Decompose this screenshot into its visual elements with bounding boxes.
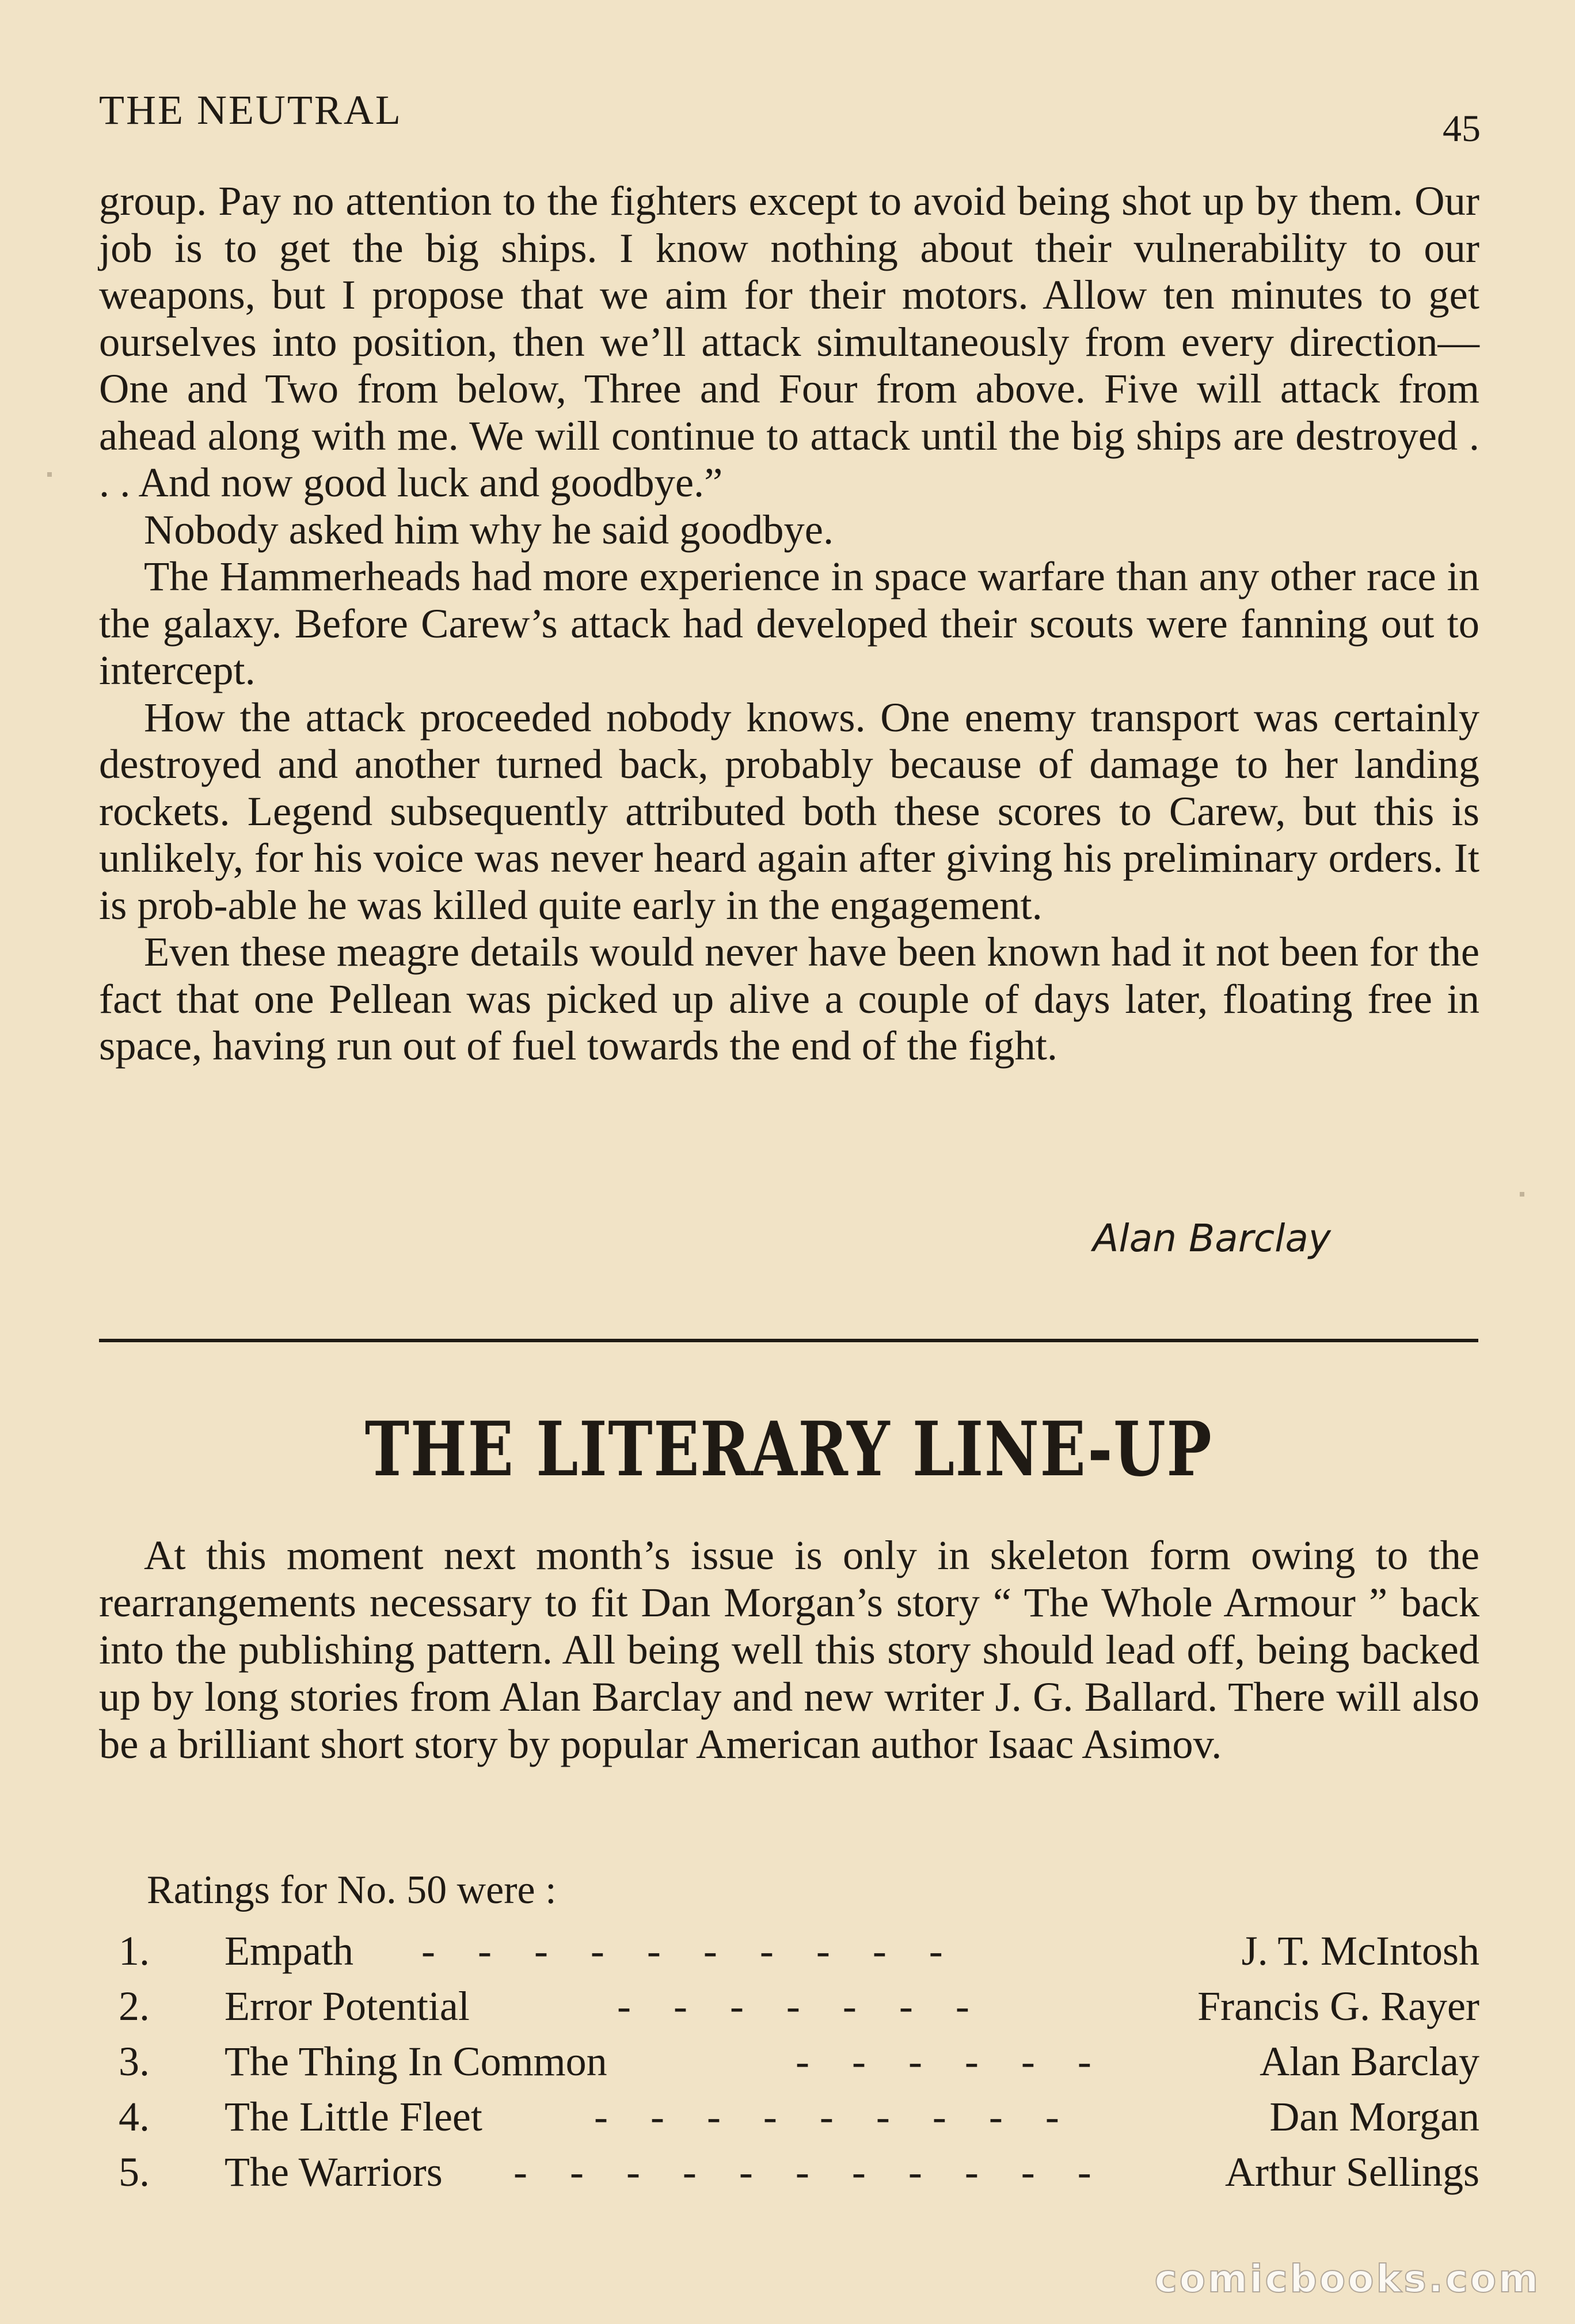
rating-row [99,2144,1481,2200]
rating-title: Empath [225,1928,353,1974]
lineup-text [99,1532,1479,1768]
rating-title: Error Potential [225,1983,470,2029]
rating-author: Alan Barclay [1260,2038,1479,2084]
rating-row [99,2089,1481,2144]
print-speck [47,472,52,477]
running-title: THE NEUTRAL [99,87,402,133]
rating-row [99,1979,1481,2034]
section-title: THE LITERARY LINE-UP [364,1405,1213,1493]
section-divider [99,1339,1478,1342]
story-paragraph: Even these meagre details would never have been known had it not been for the fact that one Pellean was picked up alive a couple of days later, floating free in space, having run out of fuel towards the end of the fight. [99,928,1479,1069]
dot-leader: - - - - - - - - - - [421,1928,959,1974]
rating-author: Arthur Sellings [1225,2149,1479,2195]
rating-title: The Thing In Common [225,2038,607,2084]
rating-author: Dan Morgan [1269,2094,1479,2140]
story-body [99,177,1479,1069]
story-paragraph: How the attack proceeded nobody knows. One enemy transport was certainly destroyed and another turned back, probably because of damage to her landing rockets. Legend subsequently attributed both these scores to Carew, but this is unlikely, for his voice was never heard again after giving his preliminary orders. It is prob-able he was killed quite early in the engagement. [99,693,1479,928]
story-paragraph: group. Pay no attention to the fighters except to avoid being shot up by them. Our job is to get the big ships. I know nothing about their vulnerability to our weapons, but I propose that we aim for their motors. Allow ten minutes to get ourselves into position, then we’ll attack simultaneously from every direction—One and Two from below, Three and Four from above. Five will attack from ahead along with me. We will continue to attack until the big ships are destroyed . . . And now good luck and goodbye.” [99,177,1479,506]
ratings-intro: Ratings for No. 50 were : [147,1868,557,1912]
lineup-paragraph: At this moment next month’s issue is only in skeleton form owing to the rearrangements necessary to fit Dan Morgan’s story “ The Whole Armour ” back into the publishing pattern. All being well this story should lead off, being backed up by long stories from Alan Barclay and new writer J. G. Ballard. There will also be a brilliant short story by popular American author Isaac Asimov. [99,1532,1479,1767]
story-paragraph: Nobody asked him why he said goodbye. [144,506,834,553]
dot-leader: - - - - - - - - - - - [513,2149,1108,2195]
rating-row [99,1923,1481,1979]
rating-author: J. T. McIntosh [1241,1928,1479,1974]
rating-title: The Little Fleet [225,2094,482,2140]
rating-row [99,2034,1481,2089]
rating-rank: 1. [119,1928,150,1974]
story-paragraph: The Hammerheads had more experience in space warfare than any other race in the galaxy. Before Carew’s attack had developed their scouts were fanning out to intercept. [99,553,1479,693]
dot-leader: - - - - - - [796,2038,1108,2084]
rating-title: The Warriors [225,2149,443,2195]
story-author-byline: Alan Barclay [1093,1216,1331,1260]
rating-rank: 5. [119,2149,150,2195]
ratings-list [99,1923,1481,2200]
dot-leader: - - - - - - - - - [594,2094,1075,2140]
dot-leader: - - - - - - - [617,1983,986,2029]
rating-rank: 4. [119,2094,150,2140]
rating-rank: 3. [119,2038,150,2084]
running-head [99,86,1481,150]
rating-author: Francis G. Rayer [1197,1983,1479,2029]
page-number: 45 [1443,108,1481,150]
rating-rank: 2. [119,1983,150,2029]
site-watermark: comicbooks.com [1154,2257,1540,2301]
print-speck [1520,1192,1524,1197]
